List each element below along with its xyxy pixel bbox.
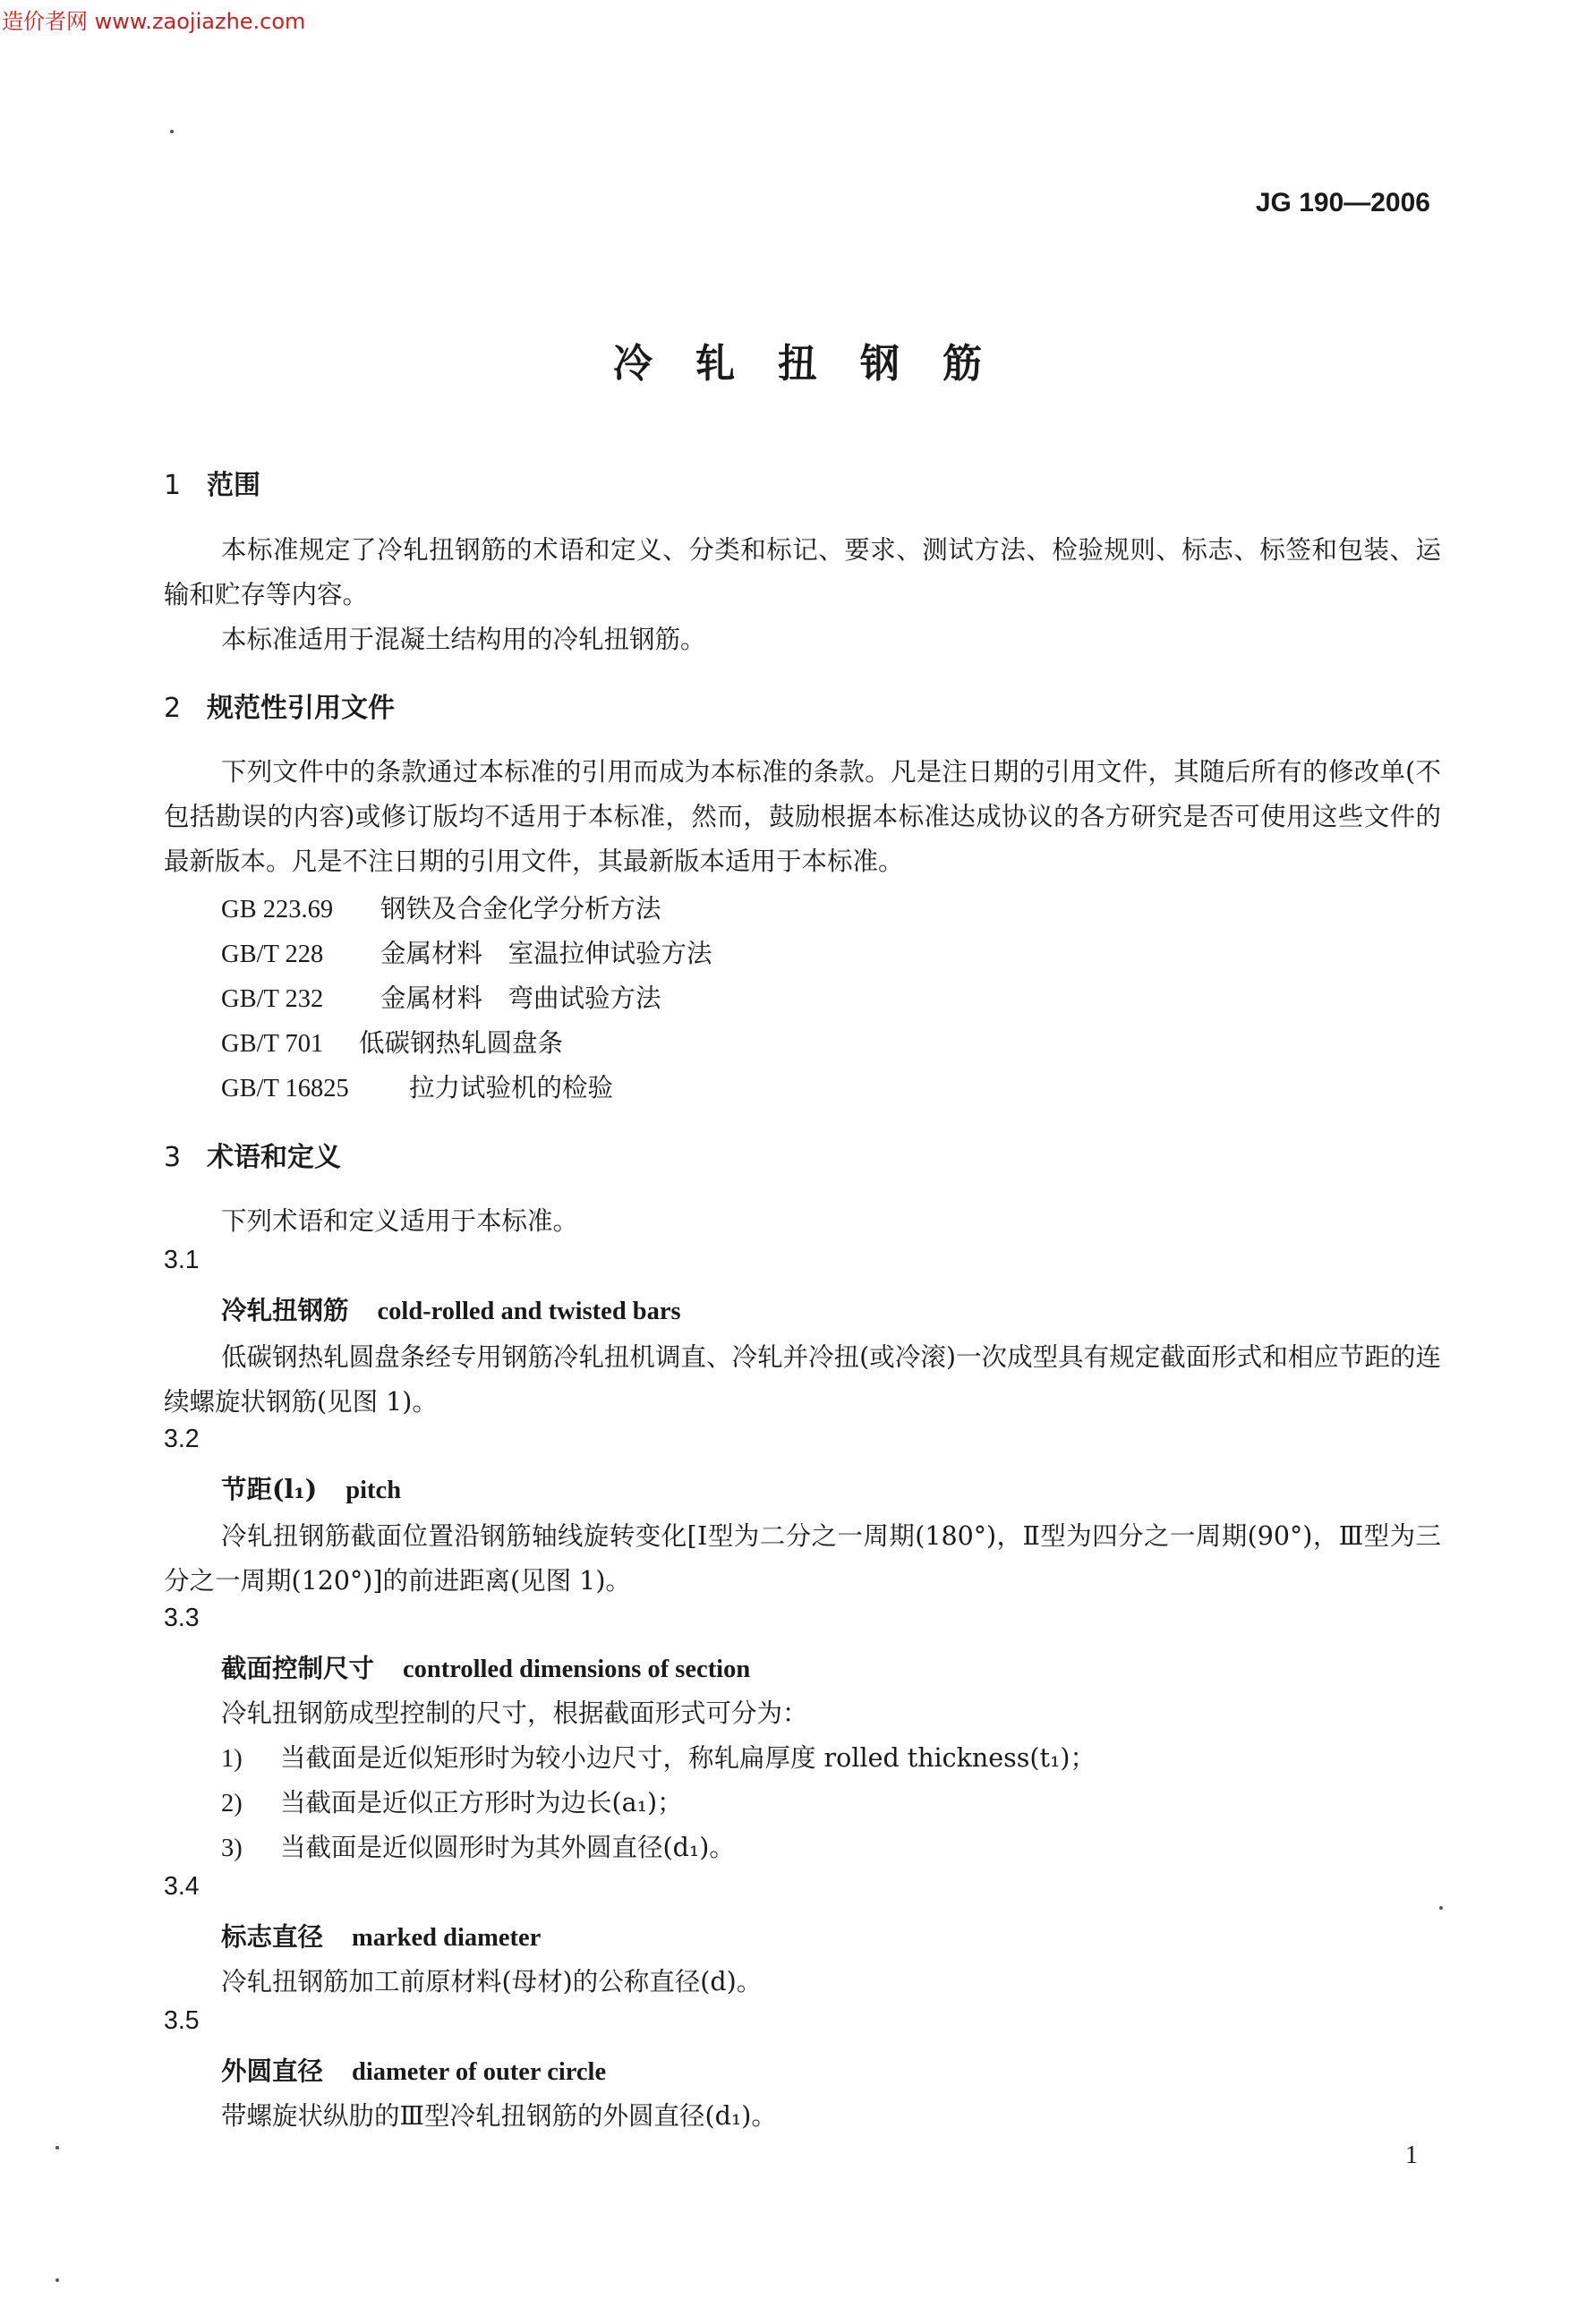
scan-speck [55,2278,59,2282]
clause-number: 3.1 [164,1246,200,1274]
reference-item [221,978,661,1015]
paragraph: 本标准规定了冷轧扭钢筋的术语和定义、分类和标记、要求、测试方法、检验规则、标志、标签和包装、运输和贮存等内容。 [164,535,1441,609]
list-item [221,1783,683,1819]
term-heading [221,2051,606,2088]
section-intro: 下列术语和定义适用于本标准。 [221,1206,579,1236]
term-definition: 低碳钢热轧圆盘条经专用钢筋冷轧扭机调直、冷轧并冷扭(或冷滚)一次成型具有规定截面形式和相应节距的连续螺旋状钢筋(见图 1)。 [164,1342,1441,1417]
term-en: cold-rolled and twisted bars [377,1298,681,1325]
term-definition: 冷轧扭钢筋成型控制的尺寸，根据截面形式可分为： [221,1698,808,1728]
paragraph: 下列文件中的条款通过本标准的引用而成为本标准的条款。凡是注日期的引用文件，其随后所有的修改单(不包括勘误的内容)或修订版均不适用于本标准，然而，鼓励根据本标准达成协议的各方研究是否可使用这些文件的最新版本。凡是不注日期的引用文件，其最新版本适用于本标准。 [164,757,1441,876]
reference-title: 低碳钢热轧圆盘条 [359,1028,564,1058]
term-heading [221,1648,750,1685]
reference-item [221,1023,563,1060]
clause-number: 3.3 [164,1604,200,1632]
reference-title: 金属材料 室温拉伸试验方法 [380,939,712,968]
section-number: 1 [164,470,182,501]
list-item-text: 当截面是近似正方形时为边长(a₁)； [280,1788,683,1817]
term-en: pitch [345,1477,402,1504]
term-zh: 截面控制尺寸 [221,1653,375,1683]
section-heading-normative-references [164,685,395,725]
reference-code: GB/T 228 [221,941,324,968]
list-item-text: 当截面是近似矩形时为较小边尺寸，称轧扁厚度 rolled thickness(t₁)； [280,1743,1096,1773]
section-title: 术语和定义 [207,1142,341,1173]
reference-title: 拉力试验机的检验 [409,1073,614,1102]
list-item-number: 2) [221,1790,243,1817]
term-heading [221,1290,681,1327]
reference-code: GB/T 701 [221,1030,324,1058]
list-item-text: 当截面是近似圆形时为其外圆直径(d₁)。 [280,1833,735,1862]
document-number: JG 190—2006 [1255,188,1430,217]
reference-code: GB 223.69 [221,896,334,924]
term-definition: 冷轧扭钢筋截面位置沿钢筋轴线旋转变化[Ⅰ型为二分之一周期(180°)，Ⅱ型为四分之一周期(90°)，Ⅲ型为三分之一周期(120°)]的前进距离(见图 1)。 [164,1521,1441,1596]
section-number: 2 [164,693,182,724]
term-heading [221,1469,401,1506]
scan-speck [1439,1906,1443,1910]
scan-speck [55,2146,59,2149]
list-item-number: 1) [221,1745,243,1773]
term-en: controlled dimensions of section [403,1656,751,1683]
reference-title: 钢铁及合金化学分析方法 [380,894,661,924]
reference-code: GB/T 16825 [221,1075,349,1102]
reference-title: 金属材料 弯曲试验方法 [380,983,661,1013]
clause-number: 3.2 [164,1425,200,1453]
list-item-number: 3) [221,1835,243,1862]
term-zh: 外圆直径 [221,2056,324,2086]
watermark: 造价者网 www.zaojiazhe.com [2,9,306,34]
section-number: 3 [164,1142,182,1173]
term-definition: 冷轧扭钢筋加工前原材料(母材)的公称直径(d)。 [221,1967,763,1996]
paragraph: 本标准适用于混凝土结构用的冷轧扭钢筋。 [221,625,706,654]
reference-item [221,1068,613,1104]
section-heading-scope [164,463,260,502]
section-heading-terms-definitions [164,1135,341,1174]
term-zh: 冷轧扭钢筋 [221,1295,349,1325]
list-item [221,1738,1096,1775]
term-heading [221,1917,541,1954]
reference-item [221,933,712,970]
page-number: 1 [1405,2141,1418,2169]
term-zh: 节距(l₁) [221,1474,318,1504]
scan-speck [170,130,174,133]
term-definition: 带螺旋状纵肋的Ⅲ型冷轧扭钢筋的外圆直径(d₁)。 [221,2101,777,2131]
term-en: diameter of outer circle [352,2058,607,2086]
list-item [221,1827,735,1864]
page-title: 冷轧扭钢筋 [613,341,1025,387]
reference-item [221,889,661,925]
section-title: 规范性引用文件 [207,693,395,724]
term-en: marked diameter [352,1924,542,1952]
clause-number: 3.5 [164,2006,200,2035]
section-title: 范围 [207,470,260,501]
reference-code: GB/T 232 [221,985,324,1013]
term-zh: 标志直径 [221,1921,324,1952]
clause-number: 3.4 [164,1872,200,1901]
